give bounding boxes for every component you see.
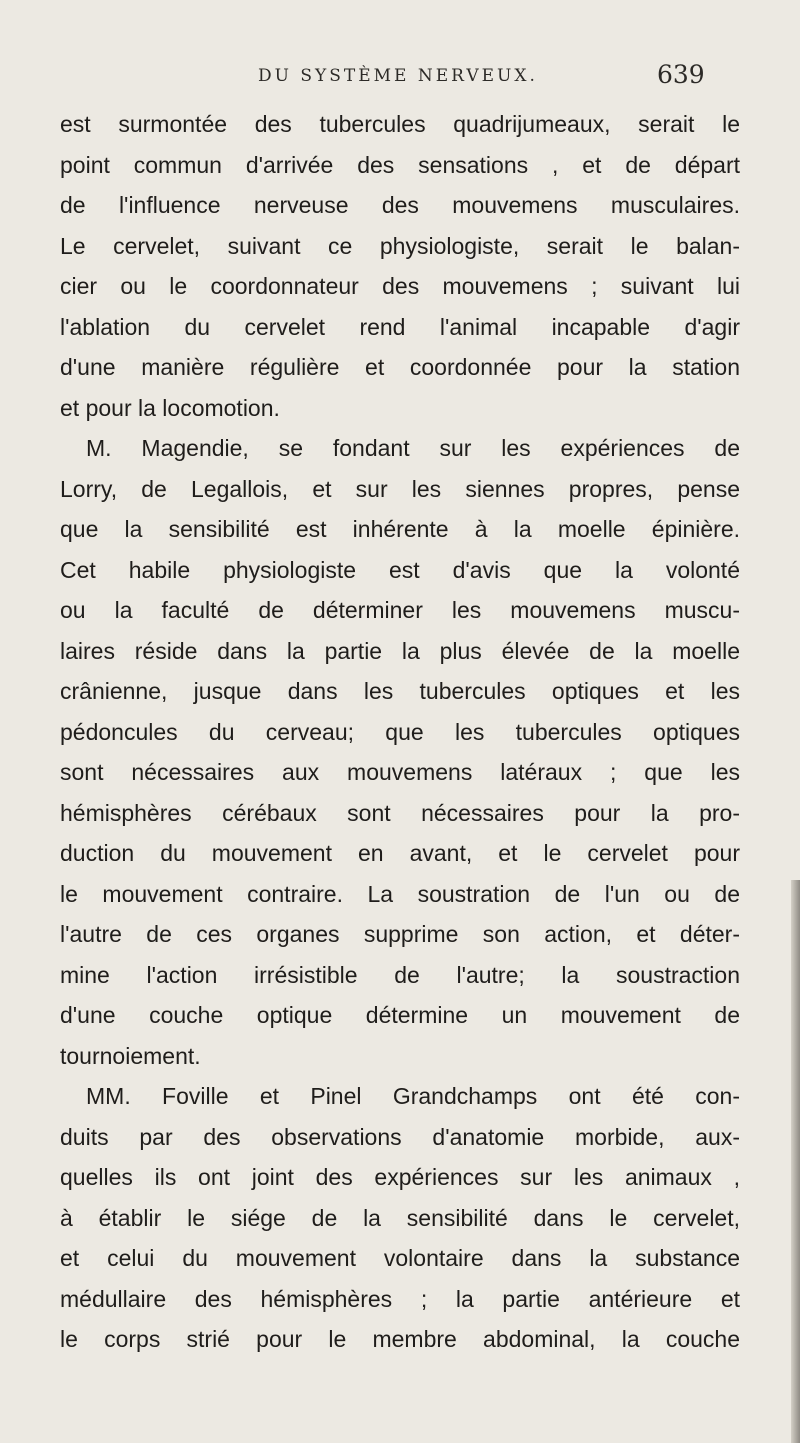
body-text (60, 104, 740, 1360)
text-line: cier ou le coordonnateur des mouvemens ; suivant lui (60, 273, 740, 299)
paragraph-first-line: M. Magendie, se fondant sur les expériences de (86, 435, 740, 461)
text-line: médullaire des hémisphères ; la partie antérieure et (60, 1285, 740, 1312)
text-line: d'une manière régulière et coordonnée pour la station (60, 354, 740, 380)
text-line: est surmontée des tubercules quadrijumeaux, serait le (60, 111, 740, 137)
text-line: à établir le siége de la sensibilité dans le cervelet, (60, 1204, 740, 1231)
text-line: que la sensibilité est inhérente à la moelle épinière. (60, 516, 740, 542)
text-line: et pour la locomotion. (60, 394, 280, 421)
text-line: ou la faculté de déterminer les mouvemens muscu- (60, 597, 740, 623)
text-line: duction du mouvement en avant, et le cervelet pour (60, 840, 740, 866)
text-line: l'autre de ces organes supprime son action, et déter- (60, 921, 740, 947)
page-number: 639 (657, 60, 705, 89)
text-line: Le cervelet, suivant ce physiologiste, serait le balan- (60, 232, 740, 259)
running-title: DU SYSTÈME NERVEUX. (258, 66, 538, 86)
text-line: point commun d'arrivée des sensations , et de départ (60, 151, 740, 178)
text-line: hémisphères cérébaux sont nécessaires pour la pro- (60, 799, 740, 826)
page-edge-shadow (791, 880, 800, 1443)
text-line: tournoiement. (60, 1042, 201, 1069)
text-line: quelles ils ont joint des expériences sur les animaux , (60, 1164, 740, 1190)
text-line: d'une couche optique détermine un mouvement de (60, 1002, 740, 1028)
text-line: duits par des observations d'anatomie morbide, aux- (60, 1123, 740, 1150)
paragraph-first-line: MM. Foville et Pinel Grandchamps ont été con- (86, 1083, 740, 1109)
text-line: le corps strié pour le membre abdominal, la couche (60, 1326, 740, 1352)
text-line: l'ablation du cervelet rend l'animal incapable d'agir (60, 313, 740, 340)
text-line: sont nécessaires aux mouvemens latéraux ; que les (60, 759, 740, 785)
text-line: crânienne, jusque dans les tubercules optiques et les (60, 678, 740, 704)
text-line: le mouvement contraire. La soustration de l'un ou de (60, 880, 740, 907)
text-line: Cet habile physiologiste est d'avis que la volonté (60, 556, 740, 583)
page-header (0, 60, 800, 100)
text-line: et celui du mouvement volontaire dans la substance (60, 1245, 740, 1271)
text-line: Lorry, de Legallois, et sur les siennes propres, pense (60, 475, 740, 502)
text-line: pédoncules du cerveau; que les tubercules optiques (60, 718, 740, 745)
text-line: laires réside dans la partie la plus élevée de la moelle (60, 637, 740, 664)
text-line: de l'influence nerveuse des mouvemens musculaires. (60, 192, 740, 218)
text-line: mine l'action irrésistible de l'autre; la soustraction (60, 961, 740, 988)
